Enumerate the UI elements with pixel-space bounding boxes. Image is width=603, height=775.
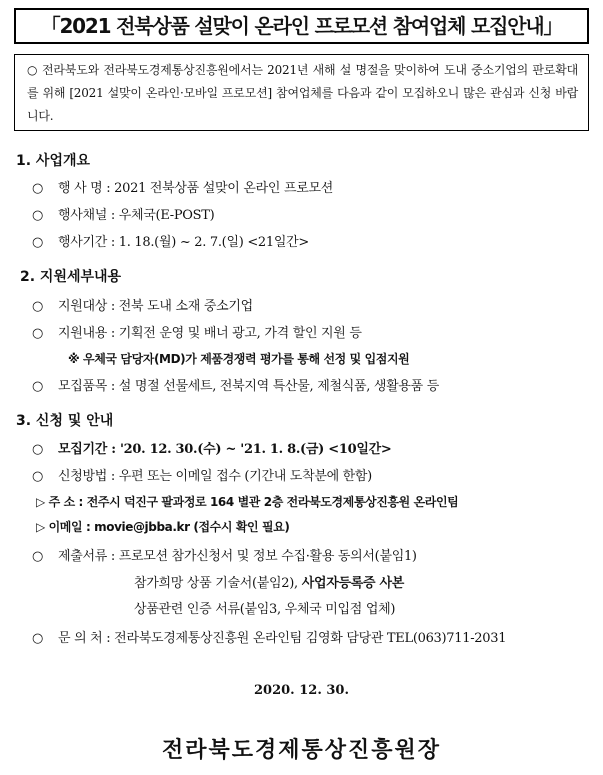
section2-note: ※ 우체국 담당자(MD)가 제품경쟁력 평가를 통해 선정 및 입점지원 (68, 352, 410, 366)
document-title: 「2021 전북상품 설맞이 온라인 프로모션 참여업체 모집안내」 (14, 8, 589, 44)
bullet-icon: ○ (32, 549, 44, 564)
organization-signature: 전라북도경제통상진흥원장 (161, 737, 442, 763)
bullet-icon: ○ (32, 299, 44, 314)
document-date: 2020. 12. 30. (254, 683, 349, 698)
section3-period: ○ 모집기간 : '20. 12. 30.(수) ~ '21. 1. 8.(금) <10일간> (32, 442, 392, 457)
section2-item-content: ○ 지원내용 : 기획전 운영 및 배너 광고, 가격 할인 지원 등 (32, 326, 362, 341)
section2-item-products: ○ 모집품목 : 설 명절 선물세트, 전북지역 특산물, 제철식품, 생활용품 등 (32, 379, 440, 394)
section3-docs-line3: 상품관련 인증 서류(붙임3, 우체국 미입점 업체) (134, 602, 396, 617)
section1-item-channel: ○ 행사채널 : 우체국(E-POST) (32, 208, 215, 223)
bullet-icon: ○ (32, 631, 44, 646)
bullet-icon: ○ (32, 442, 44, 457)
section3-docs-line2: 참가희망 상품 기술서(붙임2), 사업자등록증 사본 (134, 576, 404, 591)
bullet-icon: ○ (32, 379, 44, 394)
intro-bullet: ○ (27, 63, 39, 77)
bullet-icon: ○ (32, 326, 44, 341)
section2-item-target: ○ 지원대상 : 전북 도내 소재 중소기업 (32, 299, 253, 314)
bullet-icon: ○ (32, 208, 44, 223)
section3-contact: ○ 문 의 처 : 전라북도경제통상진흥원 온라인팀 김영화 담당관 TEL(063)711-2031 (32, 631, 507, 646)
bullet-icon: ○ (32, 469, 44, 484)
section1-item-period: ○ 행사기간 : 1. 18.(월) ~ 2. 7.(일) <21일간> (32, 235, 309, 250)
section3-address: ▷ 주 소 : 전주시 덕진구 팔과정로 164 별관 2층 전라북도경제통상진흥원 온라인팀 (36, 495, 459, 509)
intro-text: 전라북도와 전라북도경제통상진흥원에서는 2021년 새해 설 명절을 맞이하여 도내 중소기업의 판로확대를 위해 [2021 설맞이 온라인·모바일 프로모션] 참여업체를 다음과 같이 모집하오니 많은 관심과 신청 바랍니다. (27, 63, 578, 123)
section3-email: ▷ 이메일 : movie@jbba.kr (접수시 확인 필요) (36, 520, 290, 534)
section3-method: ○ 신청방법 : 우편 또는 이메일 접수 (기간내 도착분에 한함) (32, 469, 372, 484)
bullet-icon: ○ (32, 181, 44, 196)
section2-heading: 2. 지원세부내용 (20, 269, 122, 285)
bullet-icon: ○ (32, 235, 44, 250)
intro-box (14, 54, 589, 131)
section1-item-name: ○ 행 사 명 : 2021 전북상품 설맞이 온라인 프로모션 (32, 181, 334, 196)
section3-heading: 3. 신청 및 안내 (16, 413, 114, 429)
section3-docs: ○ 제출서류 : 프로모션 참가신청서 및 정보 수집·활용 동의서(붙임1) (32, 549, 417, 564)
section1-heading: 1. 사업개요 (16, 153, 91, 169)
